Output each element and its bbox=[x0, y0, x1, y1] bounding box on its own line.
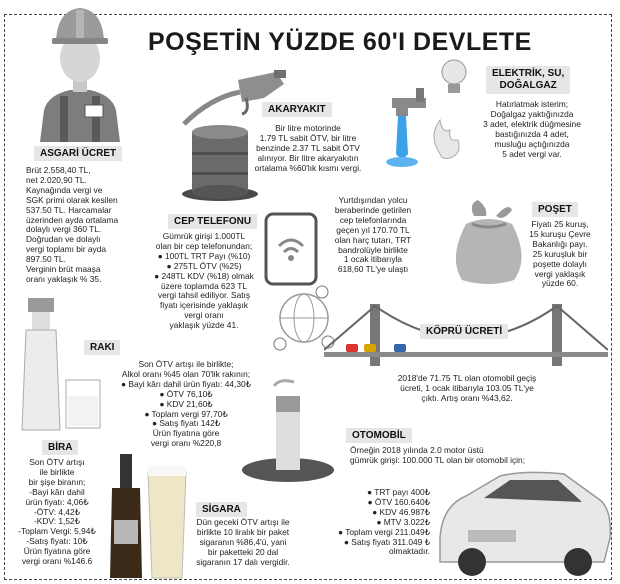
otomobil-items: ● TRT payı 400₺ ● ÖTV 160.640₺ ● KDV 46.987₺ ● MTV 3.022₺ ● Toplam vergi 211.049₺ ● Satış fiyatı 311.049 ₺ olmaktadır. bbox=[337, 487, 430, 557]
otomobil-label: OTOMOBİL bbox=[346, 428, 412, 443]
kopru-label: KÖPRÜ ÜCRETİ bbox=[420, 324, 508, 339]
kopru-text: 2018'de 71.75 TL olan otomobil geçiş ücreti, 1 ocak itibarıyla 103.05 TL'ye çıktı. Artış oranı %43,62. bbox=[397, 373, 537, 403]
elektrik-label: ELEKTRİK, SU, DOĞALGAZ bbox=[486, 66, 570, 94]
worker-illustration bbox=[30, 0, 130, 142]
sigara-text: Dün geceki ÖTV artışı ile birlikte 10 liralık bir paket sigaranın %86,4'ü, yani bir paketteki 20 dal sigaranın 17 dalı vergidir. bbox=[196, 517, 290, 567]
poset-text: Fiyatı 25 kuruş, 15 kuruşu Çevre Bakanlığı payı. 25 kuruşluk bir poşette dolaylı vergi yaklaşık yüzde 60. bbox=[529, 219, 591, 289]
sigara-label: SİGARA bbox=[196, 502, 247, 517]
cep-label: CEP TELEFONU bbox=[168, 214, 257, 229]
elektrik-text: Hatırlatmak isterim; Doğalgaz yaktığınızda 3 adet, elektrik düğmesine bastığınızda 4 adet, musluğu açtığınızda 5 adet vergi var. bbox=[483, 99, 581, 159]
raki-bottle-illustration bbox=[18, 292, 118, 434]
akaryakit-label: AKARYAKIT bbox=[262, 102, 332, 117]
bira-text: Son ÖTV artışı ile birlikte bir şişe biranın; -Bayi kârı dahil ürün fiyatı: 4,06₺ -ÖTV: 4,42₺ -KDV: 1,52₺ -Toplam Vergi: 5,94₺ -Satış fiyatı: 10₺ Ürün fiyatına göre vergi oranı %146.6 bbox=[18, 457, 96, 567]
cep-text: Gümrük girişi 1.000TL olan bir cep telefonundan; ● 100TL TRT Payı (%10) ● 275TL ÖTV (%25) ● 248TL KDV (%18) olmak üzere toplamda 623 TL vergi tahsil ediliyor. Satış fiyatı içerisinde yaklaşık vergi oranı yaklaşık yüzde 41. bbox=[154, 231, 254, 331]
poset-label: POŞET bbox=[532, 202, 578, 217]
raki-label: RAKI bbox=[84, 340, 120, 355]
page-title: POŞETİN YÜZDE 60'I DEVLETE bbox=[148, 28, 532, 56]
fuel-nozzle-illustration bbox=[180, 58, 290, 128]
raki-text: Son ÖTV artışı ile birlikte; Alkol oranı %45 olan 70'lik rakının; ● Bayi kârı dahil ürün fiyatı: 44,30₺ ● ÖTV 76,10₺ ● KDV 21,60₺ ● Toplam vergi 97,70₺ ● Satış fiyatı 142₺ Ürün fiyatına göre vergi oranı %220,8 bbox=[120, 359, 252, 449]
bira-label: BİRA bbox=[42, 440, 78, 455]
cep-extra-text: Yurtdışından yolcu beraberinde getirilen cep telefonlarında geçen yıl 170.70 TL olan harç tutarı, TRT bandrolüyle birlikte 1 ocak itibarıyla 618,60 TL'ye ulaştı bbox=[334, 195, 412, 275]
otomobil-text: Örneğin 2018 yılında 2.0 motor üstü gümrük girişi: 100.000 TL olan bir otomobil için; bbox=[350, 445, 526, 465]
car-illustration bbox=[432, 462, 612, 576]
asgari-label: ASGARİ ÜCRET bbox=[34, 146, 122, 161]
asgari-text: Brüt 2.558,40 TL, net 2.020,90 TL. Kaynağında vergi ve SGK primi olarak kesilen 537.50 TL. Harcamalar üzerinden ayda ortalama dolaylı vergi 360 TL. Doğrudan ve dolaylı vergi toplamı bir ayda 897.50 TL. Verginin brüt maaşa oranı yaklaşık % 35. bbox=[26, 165, 119, 284]
akaryakit-text: Bir litre motorinde 1.79 TL sabit ÖTV, bir litre benzinde 2.37 TL sabit ÖTV alınıyor. Bir litre akaryakıtın ortalama %60'lık kısmı vergi. bbox=[254, 123, 362, 173]
